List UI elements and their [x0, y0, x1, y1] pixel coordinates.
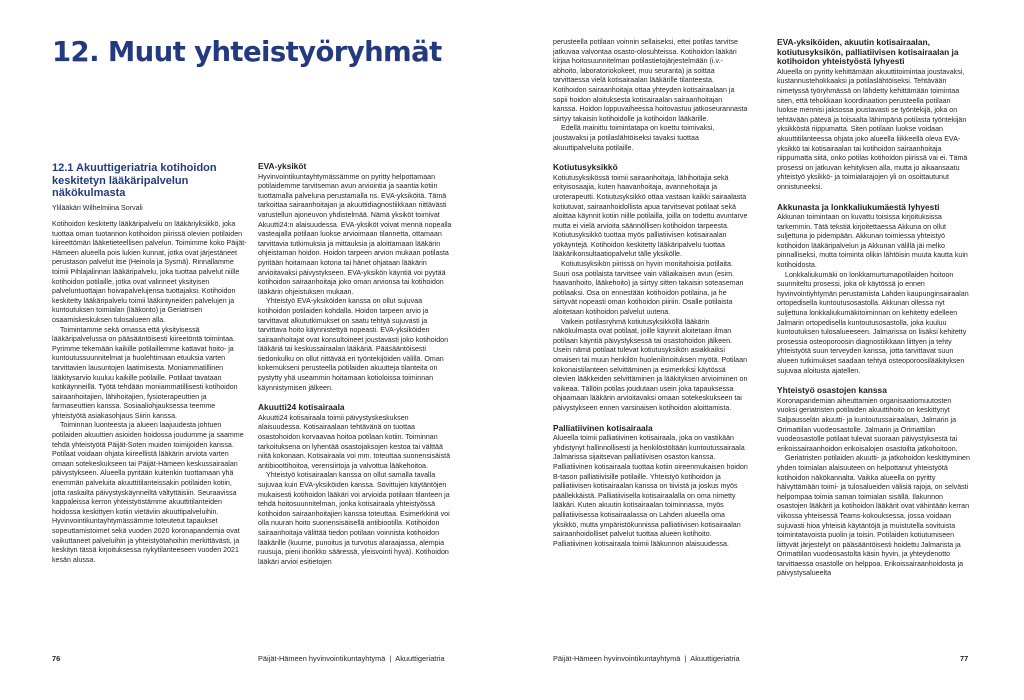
- subsection-heading: Akuutti24 kotisairaala: [258, 402, 345, 413]
- column-4: [777, 38, 972, 650]
- column-3: [553, 38, 748, 650]
- subsection-heading: Yhteistyö osastojen kanssa: [777, 385, 887, 396]
- subsection-heading: Palliatiivinen kotisairaala: [553, 422, 653, 433]
- subsection-heading: Kotiutusyksikkö: [553, 162, 618, 173]
- footer-separator: |: [684, 654, 687, 663]
- footer-publisher: Päijät-Hämeen hyvinvointikuntayhtymä: [258, 654, 386, 663]
- page-number-right: 77: [960, 654, 969, 663]
- body-paragraph: Hyvinvointikuntayhtymässämme on pyritty helpottamaan potilaidemme tarvitseman avun arviointia ja saantia kotiin tuottamalla palveluna perustamalla ns. EVA-yksiköitä. Tämä tarkoittaa sairaanhoitajan ja akuuttidiagnostiikkaan riittävästi varustellun ajoneuvon yhdistelmää. Nämä yksiköt toimivat Akuutti24:n alaisuudessa. EVA-yksiköt voivat mennä nopealla vasteajalla potilaan luokse arvioimaan tilannetta, ottamaan tarvittavia tutkimuksia ja mittauksia ja aloittamaan lääkärin ohjeistaman hoidon. Hoidon tarpeen arvion mukaan potilasta pyritään hoitamaan kotona tai hänet ohjataan lääkärin arvioitavaksi päivystykseen. EVA-yksikön käyntiä voi pyytää kotihoidon sairaanhoitaja joko oman arvionsa tai kotihoidon lääkärin ohjeistuksen mukaan.: [258, 172, 452, 296]
- footer-separator: |: [389, 654, 392, 663]
- body-paragraph: perusteella potilaan voinnin sellaiseksi, ettei potilas tarvitse jatkuvaa valvontaa osasto-olosuhteissa. Kotihoidon lääkäri kirjaa hoitosuunnitelman potilastietojärjestelmään (i.v.-abhoito, laboratoriokokeet, muu seuranta) ja soittaa tarvittaessa vielä kotisairaalan lääkärille tilanteesta. Kotihoidon sairaanhoitaja ottaa yhteyden kotisairaalaan ja sopii hoidon aloituksesta kotisairaalan sairaanhoitajan kanssa. Hoidon loppuvaiheessa hoitovastuu jatkoseurannasta siirtyy takaisin kotihoidolle ja kotihoidon lääkärille.: [553, 38, 748, 123]
- subsection-heading: EVA-yksiköt: [258, 162, 307, 171]
- body-paragraph: Akkunan toimintaan on kuvattu toisissa kirjoituksissa tarkemmin. Tätä tekstiä kirjoitettaessa Akkuna on ollut suljettuna jo pidempään. Akkunan toimiessa yhteistyö kotihoidon lääkäripalvelun ja Akkunan välillä jäi melko pinnalliseksi, mutta toiminta olikin lähtöisin muuta kautta kuin kotihoidosta.: [777, 213, 968, 270]
- footer-right: [960, 654, 968, 664]
- footer-left-title: [258, 654, 445, 664]
- body-paragraph: Toimintamme sekä omassa että yksityisessä lääkäripalvelussa on pääsääntöisesti kiireetöntä toimintaa. Pyrimme tekemään kaikille potilaillemme kattavat hoito- ja kuntoutussuunnitelmat ja huolehtimaan etuuksia varten tarvittavien lausuntojen laatimisesta. Moniammatillinen lääkitysarvio kuuluu kaikille potilaille. Potilaat tavataan kotikäynneillä. Työtä tehdään moniammatillisesti kotihoidon sairaanhoitajien, lähihoitajien, fysioterapeuttien ja farmaseuttien kanssa. Sosiaaliohjauksessa teemme yhteistyötä asiakasohjaus Siirin kanssa.: [52, 325, 238, 420]
- body-paragraph: Alueella toimii palliatiivinen kotisairaala, joka on vastikään yhdistynyt hallinnollisesti ja henkilöstöltään kuntoutussairaala Jalmarissa sijaitsevan palliatiivisen osaston kanssa. Palliatiivinen kotisairaala tuottaa kotiin oireenmukaisen hoidon B-tason palliatiivisille potilaille. Yhteistyö kotihoidon ja palliatiivisen kotisairaalan kanssa on tiivistä ja joskus myös päällekkäistä. Palliatiivisella kotisairaalalla on oma nimetty lääkäri. Kuten akuutin kotisairaalan toiminnassa, myös palliatiivisessa kotisairaalassa on Lahden alueella oma yksikkö, mutta ympäristökunnissa palliatiivisen kotisairaalan sairaanhoidolliset palvelut tuottaa alueen kotihoito. Palliatiivinen kotisairaala toimii lääkunnon alaisuudessa.: [553, 434, 748, 548]
- section-heading: 12.1 Akuuttigeriatria kotihoidon keskitetyn lääkäripalvelun näkökulmasta: [52, 162, 217, 200]
- body-paragraph: Kotiutusyksikössä toimii sairaanhoitaja, lähihoitajia sekä erityisosaajia, kuten haavanhoitaja, avannehoitaja ja uroterapeutti. Kotiutusyksikkö ottaa vastaan kaikki sairaalasta kotiutuvat, sairaanhoidollista apua tarvitsevat potilaat sekä aloittaa käynnit kotiin niille potilailla, joilla on todettu avuntarve mutta ei vielä arvioita säännöllisen kotihoidon tarpeesta. Kotiutusyksikkö tuottaa myös palliatiivisen kotisairaalan yökäyntejä. Kotihoidon keskitetty lääkäripalvelu tuottaa lääkärikonsultaatiopalvelut tälle yksikölle.: [553, 173, 748, 259]
- body-paragraph: Edellä mainittu toimintatapa on koettu toimivaksi, joustavaksi ja potilaslähtöiseksi tavaksi tuottaa akuuttipalveluita potilaille.: [553, 124, 715, 152]
- body-paragraph: Yhteistyö kotisairaalan kanssa on ollut samalla tavalla sujuvaa kuin EVA-yksiköiden kanssa. Sovittujen käytäntöjen mukaisesti kotihoidon lääkäri voi arvioida potilaan tilanteen ja tehdä hoitosuunnitelman, jonka kotisairaala yhteistyössä kotihoidon sairaanhoitajien kanssa toteuttaa. Esimerkkinä voi olla nuuran hoito suonensisäisellä antibiootilla. Kotihoidon sairaanhoitaja välittää tiedon potilaan voinnista kotihoidon lääkärille (kuume, punoitus ja turvotus alaraajassa, alempia ruusuja, pieni ihorikko sääressä, yleisvointi hyvä). Kotihoidon lääkäri arvioi esitietojen: [258, 471, 450, 566]
- column-2: [258, 162, 453, 650]
- body-paragraph: Lonkkaliukumäki on lonkkamurtumapotilaiden hoitoon suunniteltu prosessi, joka oli käytössä jo ennen hyvinvointiyhtymän perustamista Lahden kaupunginsairaalan ortopedisella kuntoutusosastolla. Akkunan ollessa nyt suljettuna lonkkaliukumäkitoiminnan on kehitetty edelleen Jalmarin ortopedisella kuntoutusosastolla, joka kuuluu kuntoutuksen tulosalueeseen. Jalmarissa on lisäksi kehitetty prosessia osteoporoosin diagnostiikkaan liittyen ja tehty yhteistyötä suun terveyden kanssa, jotta tarvittavat suun alueen tutkimukset saadaan tehtyä osteoporoosilääkityksen sujuvaa aloitusta ajatellen.: [777, 270, 969, 375]
- body-paragraph: Geriatristen potilaiden akuutti- ja jatkohoidon keskittyminen yhden toimialan alaisuuteen on helpottanut yhteistyötä kotihoidon näkökannalta. Vaikka alueella on pyritty häivyttämään toimi- ja tulosalueiden välisiä rajoja, on selvästi helpompaa toimia saman toimialan sisällä. Ilakunnon osastojen lääkärit ja kotihoidon lääkärit ovat vähintään kerran viikossa yhteisessä Teams-kokouksessa, jossa voidaan sujuvasti hioa yhteisiä käytäntöjä ja muistutella sovituista toimintatavoista puolin ja toisin. Potilaiden kotiutumiseen liittyvät järjestelyt on pääsääntöisesti hoidettu Jalmarista ja Orimattilan vuodeosastolta käsin hyvin, ja yhteydenotto tarvittaessa osastolle on helppoa. Erikoissairaanhoidosta ja päivystysalueelta: [777, 454, 970, 578]
- body-paragraph: Koronapandemian aiheuttamien organisaatiomuutosten vuoksi geriatristen potilaiden akuuttihoito on keskittynyt Salpausselän akuutti- ja kuntoutussairaalaan, Jalmarin ja Orimattilan vuodeosastolle. Jalmarin ja Orimattilan vuodeosastolle potilaat tulevat suoraan päivystyksestä tai erikoissairaanhoidon erikoisalojen osastoilta jatkohoitoon.: [777, 396, 958, 453]
- body-paragraph: Yhteistyö EVA-yksiköiden kanssa on ollut sujuvaa kotihoidon potilaiden kohdalla. Hoidon tarpeen arvio ja tarvittavat alkututkimukset on saatu tehtyä sujuvasti ja tarvittava hoito käynnistettyä nopeasti. EVA-yksiköiden sairaanhoitajat ovat konsultoineet joustavasti joko kotihoidon lääkäriä tai keskussairaalan lääkäriä. Pääsääntöisesti tiedonkulku on ollut riittävää eri työntekijöiden välillä. Oman kokemukseni perusteella potilaiden akuutteja tilanteita on pystytty yhä useammin hoitamaan kotioloissa toiminnan käynnistymisen jälkeen.: [258, 297, 449, 392]
- body-paragraph: Kotiutusyksikön piirissä on hyvin monitahoisia potilaita. Suuri osa potilaista tarvitsee vain väliaikaisen avun (esim. haavanhoito, lääkehoito) ja siirtyy sitten takaisin soteaseman potilaaksi. Osa on ennestään kotihoidon potilaina, ja he siirtyvät nopeasti oman kotihoidon piiriin. Osalle potilaista aloitetaan kotihoidon palvelut uutena.: [553, 260, 744, 317]
- page-title: 12. Muut yhteistyöryhmät: [52, 36, 442, 68]
- body-paragraph: Alueella on pyritty kehittämään akuuttitoimintaa joustavaksi, kustannustehokkaaksi ja potilaslähtöiseksi. Tehtävään nimetyssä työryhmässä on lähdetty kehittämään toimintaa siten, että tehokkaan koordinaation perusteella potilaan luokse mennisi jaksossa joustavasti se työntekijä, joka on tehtävään pätevä ja toisaalta lähimpänä potilasta työntekijän yksikköstä riippumatta. Siten potilaan luokse voidaan akuuttitilanteessa ohjata joko alueella liikkeellä oleva EVA-yksikkö tai kotisairaalan tai kotihoidon sairaanhoitaja riippumatta siitä, onko potilas kotihoidon piirissä vai ei. Tämä prosessi on jatkuvan kehityksen alla, mutta jo aikaansaatu yhteistyö yksikkö- ja toimialarajojen yli on osoittautunut onnistuneeksi.: [777, 67, 968, 191]
- body-paragraph: Akuutti24 kotisairaala toimii päivystyskeskuksen alaisuudessa. Kotisairaalaan tehtävänä on tuottaa osastohoidon korvaavaa hoitoa potilaan kotiin. Toiminnan tarkoituksena on lyhentää osastojaksojen kestoa tai välttää niitä kokonaan. Kotisairaala voi mm. toteuttaa suonensisäistä antibioottihoitoa, verensiirtoja ja valvottua lääkehoitoa.: [258, 413, 451, 470]
- footer-right-title: [553, 654, 740, 664]
- body-paragraph: Toiminnan luonteesta ja alueen laajuudesta johtuen potilaiden akuuttien asioiden hoidossa joudumme ja saamme tehdä yhteistyötä Päijät-Soten muiden toimijoiden kanssa. Potilaat voidaan ohjata kiireellistä lääkärin arviota varten omaan sotekeskukseen tai Päijät-Hämeen keskussairaalan päivystykseen. Alueella pyritään kuitenkin tuottamaan yhä enemmän palveluita akuuttitilanteissakin potilaiden kotiin, jotta raskailta päivystyskäynneiltä vältyttäisiin. Seuraavissa kappaleissa kerron yhteistyöstämme akuuttitilanteiden hoidossa keskittyen kotiin vietäviin akuuttipalveluihin. Hyvinvointikuntayhtymässämme toteutetut tapaukset sopeuttamistoimet sekä vuoden 2020 koronapandemia ovat vaikuttaneet palveluihin ja yhteistyötahoihin merkittävästi, ja keskityn tässä kirjoituksessa nykytilanteeseen vuoden 2021 kesän alussa.: [52, 421, 244, 564]
- subsection-heading: EVA-yksiköiden, akuutin kotisairaalan, kotiutusyksikön, palliatiivisen kotisairaalan ja kotihoidon yhteistyöstä lyhyesti: [777, 38, 959, 67]
- footer-subtitle: Akuuttigeriatria: [395, 654, 445, 663]
- footer-subtitle: Akuuttigeriatria: [690, 654, 740, 663]
- subsection-heading: Akkunasta ja lonkkaliukumäestä lyhyesti: [777, 201, 940, 212]
- body-paragraph: Vaikein potilasryhmä kotiutusyksikköllä lääkärin näkökulmasta ovat potilaat, joille käynnit aloitetaan ilman potilaan käyntiä päivystyksessä tai osastohoidon jälkeen. Usein nämä potilaat tulevat kotiutusyksikön asiakkaiksi omaisen tai muun henkilön huolenilmoituksen myötä. Potilaan kokonaistilanteen selvittäminen ja esimerkiksi käytössä olevien lääkkeiden selvittäminen ja lääkityksen arvioiminen on vaikeaa. Tällöin potilas joudutaan usein joka tapauksessa ohjaamaan lääkärin arvioitavaksi omaan sotekeskukseen tai päivystykseen ennen varsinaisen kotihoidon aloittamista.: [553, 317, 748, 412]
- page-number-left: 76: [52, 654, 61, 663]
- author-byline: Ylilääkäri Wilhelmiina Sorvali: [52, 204, 143, 212]
- footer-left: [52, 654, 60, 664]
- footer-publisher: Päijät-Hämeen hyvinvointikuntayhtymä: [553, 654, 681, 663]
- column-1: [52, 220, 247, 650]
- body-paragraph: Kotihoidon keskitetty lääkäripalvelu on lääkäriyksikkö, joka tuottaa oman tuotannon kotihoidon piirissä olevien potilaiden kiireettömän lääketieteellisen palvelun. Toimimme koko Päijät-Hämeen alueella pois lukien kunnat, jotka ovat järjestäneet perustason palvelut itse (Heinola ja Sysmä). Rinnallamme toimii Pihlajalinnan lääkäripalvelu, joka tuottaa palvelut niille kotihoidon potilaille, jotka ovat valinneet yksityisen palveluntuottajan hoivapalvelujensa tuottajaksi. Kotihoidon keskitetty lääkäripalvelu toimii lääkintyneiden palvelujen ja kuntoutuksen toimialan (lääkonto) ja Geriatrisen osaamiskeskuksen tulosalueen alla.: [52, 220, 247, 324]
